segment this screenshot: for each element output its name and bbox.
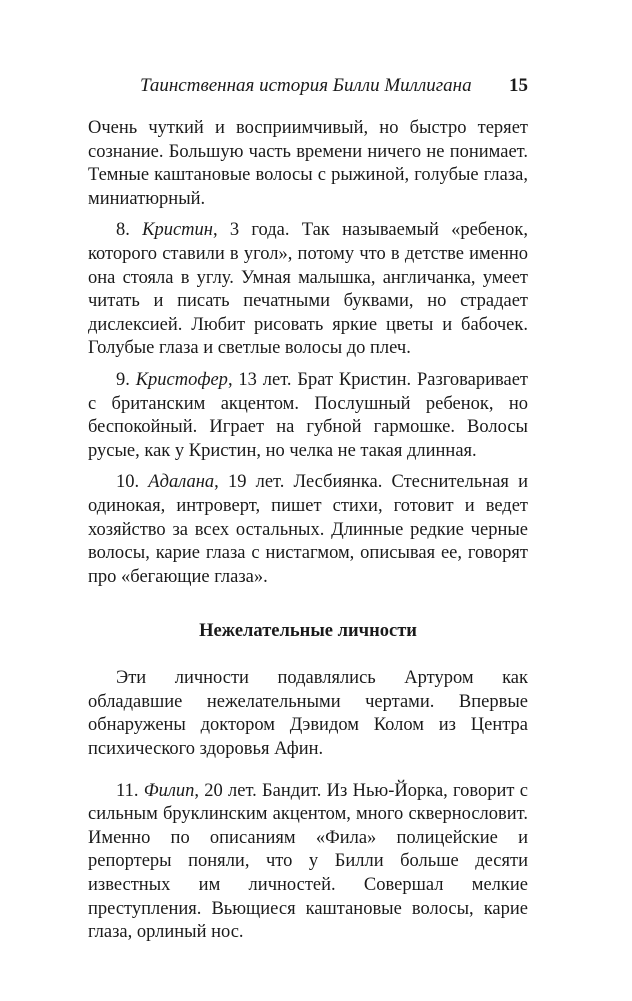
entry-description: , 19 лет. Лесбиянка. Стеснительная и одинокая, интроверт, пишет стихи, готовит и ведет хозяйство за всех остальных. Длинные редкие черные волосы, карие глаза с нистагмом, описывая ее, говорят про «бегающие глаза». — [88, 472, 528, 587]
personality-name: Филип — [143, 780, 195, 801]
running-title: Таинственная история Билли Миллигана — [140, 75, 472, 96]
personality-name: Адалана — [148, 472, 215, 493]
running-header — [88, 72, 528, 100]
personality-entry-adalana — [88, 471, 528, 589]
section-heading: Нежелательные личности — [199, 621, 417, 642]
personality-entry-philip — [88, 780, 528, 945]
entry-description: , 13 лет. Брат Кристин. Разговаривает с британским акцентом. Послушный ребенок, но беспокойный. Играет на губной гармошке. Волосы русые, как у Кристин, но челка не такая длинная. — [88, 369, 529, 461]
paragraph-continuation — [88, 117, 528, 211]
personality-name: Кристофер — [135, 369, 228, 390]
entry-number: 8. — [116, 220, 143, 241]
body-text — [88, 117, 528, 945]
entry-number: 11. — [116, 780, 144, 801]
personality-entry-christopher — [88, 369, 528, 463]
personality-name: Кристин — [142, 220, 213, 241]
section-intro: Эти личности подавлялись Артуром как обладавшие нежелательными чертами. Впервые обнаружены доктором Дэвидом Колом из Центра психического здоровья Афин. — [88, 668, 528, 760]
entry-number: 10. — [116, 472, 149, 493]
entry-description: , 20 лет. Бандит. Из Нью-Йорка, говорит с сильным бруклинским акцентом, много сквернословит. Именно по описаниям «Фила» полицейские и репортеры поняли, что у Билли больше десяти известных им личностей. Совершал мелкие преступления. Вьющиеся каштановые волосы, карие глаза, орлиный нос. — [88, 780, 528, 943]
personality-entry-kristin — [88, 219, 528, 361]
entry-number: 9. — [116, 369, 136, 390]
paragraph-text: Очень чуткий и восприимчивый, но быстро теряет сознание. Большую часть времени ничего не понимает. Темные каштановые волосы с рыжиной, голубые глаза, миниатюрный. — [88, 118, 528, 209]
page-number: 15 — [509, 75, 528, 96]
entry-description: , 3 года. Так называемый «ребенок, которого ставили в угол», потому что в детстве именно она стояла в углу. Умная малышка, англичанка, умеет читать и писать печатными буквами, но страдает дислексией. Любит рисовать яркие цветы и бабочек. Голубые глаза и светлые волосы до плеч. — [88, 220, 528, 359]
